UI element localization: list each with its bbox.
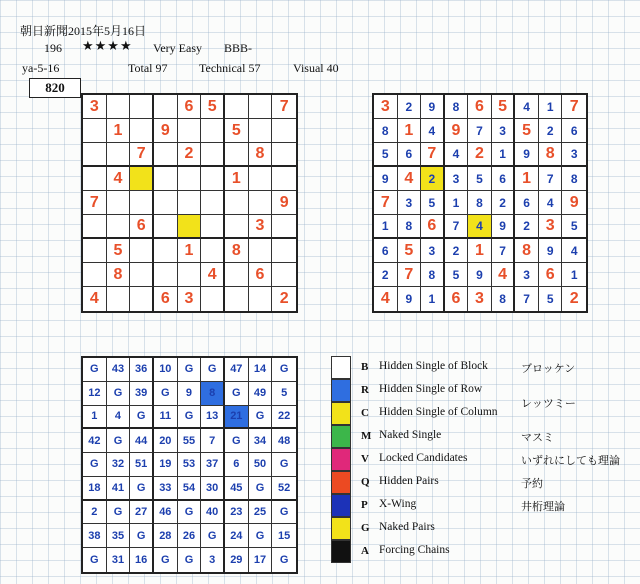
grid-cell: 2 [569,290,579,307]
legend-swatch [331,494,351,517]
legend-japanese-name: マスミ [521,431,554,444]
grid-cell: 49 [249,382,273,406]
grid-cell: 9 [272,191,296,215]
score-box: 820 [29,78,81,98]
grid-cell: G [178,501,202,525]
grid-cell: 6 [515,191,539,215]
grid-cell: 4 [374,287,398,311]
grid-cell: 1 [515,167,539,191]
legend-swatch [331,540,351,563]
grid-cell: 1 [421,287,445,311]
grid-cell: G [225,382,249,406]
grid-cell: 2 [445,239,469,263]
legend-code: G [361,522,370,534]
grid-cell: 7 [562,95,586,119]
grid-cell [201,119,225,143]
grid-cell [107,191,131,215]
legend-technique-name: Locked Candidates [379,452,468,464]
grid-cell: 1 [468,239,492,263]
grid-cell: 7 [421,143,445,167]
legend-code: V [361,453,369,465]
grid-cell: 5 [515,119,539,143]
grid-cell: 2 [421,167,445,191]
grid-cell [201,167,225,191]
grid-cell: 55 [178,429,202,453]
grid-cell: 1 [562,263,586,287]
grid-cell: 51 [130,453,154,477]
grid-cell: G [178,406,202,430]
grid-cell: G [130,524,154,548]
grid-cell: 30 [201,477,225,501]
grid-cell: 53 [178,453,202,477]
grid-cell: 4 [492,263,516,287]
grid-cell: 6 [374,239,398,263]
legend-row [331,471,636,494]
grid-cell: 17 [249,548,273,572]
grid-cell [272,167,296,191]
grid-cell [249,239,273,263]
grid-cell: 25 [249,501,273,525]
grid-cell: 6 [130,215,154,239]
grid-cell: 6 [562,119,586,143]
grid-cell: 5 [539,287,563,311]
grid-cell: 2 [398,95,422,119]
legend-technique-name: Hidden Single of Block [379,360,488,372]
grid-cell: 4 [468,215,492,239]
grid-cell: 31 [107,548,131,572]
grid-cell: 3 [539,215,563,239]
grid-cell: 12 [83,382,107,406]
grid-cell: 8 [225,239,249,263]
grid-cell [83,143,107,167]
grid-cell [272,239,296,263]
grid-cell: 32 [107,453,131,477]
grid-cell [154,143,178,167]
legend-swatch [331,379,351,402]
grid-cell: 9 [421,95,445,119]
grid-cell [225,287,249,311]
grid-cell: 1 [107,119,131,143]
grid-cell: 3 [178,287,202,311]
grid-cell: 8 [515,239,539,263]
grid-cell: G [83,453,107,477]
puzzle-id: ya-5-16 [22,61,60,75]
grid-cell: 2 [539,119,563,143]
grid-cell: G [201,358,225,382]
grid-cell: 4 [107,167,131,191]
grid-cell: G [178,548,202,572]
grid-cell: G [249,477,273,501]
grid-cell: 9 [398,287,422,311]
grid-cell: 4 [421,119,445,143]
grid-cell [83,215,107,239]
legend-japanese-name: 井桁理論 [521,500,565,513]
grid-cell: 9 [492,215,516,239]
grid-cell: G [249,406,273,430]
grid-cell: G [154,548,178,572]
grid-cell [130,191,154,215]
legend-technique-name: Hidden Single of Column [379,406,498,418]
grid-cell [272,119,296,143]
legend-code: C [361,407,369,419]
grid-cell: G [201,524,225,548]
grid-cell: 42 [83,429,107,453]
grid-cell: 8 [249,143,273,167]
grid-cell [107,95,131,119]
grid-cell: 8 [562,167,586,191]
grid-cell: 35 [107,524,131,548]
grid-cell [154,167,178,191]
legend-code: P [361,499,368,511]
grid-cell: 7 [515,287,539,311]
grid-cell [249,95,273,119]
grid-cell [130,167,154,191]
legend-row [331,356,636,379]
grid-cell [83,119,107,143]
grid-cell [178,167,202,191]
grid-cell: 2 [492,191,516,215]
grid-cell: 5 [445,263,469,287]
grid-cell [154,263,178,287]
grid-cell: G [107,429,131,453]
grid-cell: 16 [130,548,154,572]
legend-code: R [361,384,369,396]
grid-cell [272,263,296,287]
grid-cell [225,143,249,167]
grid-cell: 15 [272,524,296,548]
grid-cell [130,119,154,143]
grid-cell: 1 [445,191,469,215]
grid-cell: 9 [178,382,202,406]
grid-cell [130,239,154,263]
grid-cell: 39 [130,382,154,406]
grid-cell: 8 [201,382,225,406]
legend-technique-name: X-Wing [379,498,417,510]
grid-cell: 52 [272,477,296,501]
grid-cell: 3 [374,95,398,119]
grid-cell [201,287,225,311]
legend-row [331,425,636,448]
solving-order-grid [81,356,298,574]
grid-cell: 4 [562,239,586,263]
grid-cell [201,143,225,167]
grid-cell: 2 [515,215,539,239]
grid-cell: 6 [539,263,563,287]
grid-cell: 13 [201,406,225,430]
grid-cell: 6 [398,143,422,167]
grid-cell: 7 [492,239,516,263]
grid-cell: 6 [492,167,516,191]
grid-cell: 8 [445,95,469,119]
legend-code: Q [361,476,370,488]
legend-technique-name: Hidden Pairs [379,475,439,487]
legend-row [331,540,636,563]
grid-cell [272,215,296,239]
grid-cell: 1 [178,239,202,263]
grid-cell: G [272,358,296,382]
grid-cell: 4 [83,287,107,311]
grid-cell: 1 [539,95,563,119]
grid-cell: 48 [272,429,296,453]
legend-swatch [331,356,351,379]
grid-cell: G [272,453,296,477]
grid-cell: 5 [201,95,225,119]
grid-cell [154,95,178,119]
grid-cell: 7 [130,143,154,167]
grid-cell: 29 [225,548,249,572]
grid-cell: 6 [249,263,273,287]
grid-cell: G [130,406,154,430]
grid-cell: 18 [83,477,107,501]
grid-cell: 7 [201,429,225,453]
grid-cell: 8 [398,215,422,239]
grid-cell: 1 [374,215,398,239]
technical-score: Technical 57 [199,61,261,75]
grid-cell: 11 [154,406,178,430]
visual-score: Visual 40 [293,61,339,75]
grid-cell: G [107,501,131,525]
grid-cell [83,167,107,191]
grid-cell: 3 [83,95,107,119]
grid-cell [201,239,225,263]
grid-cell: 6 [468,95,492,119]
grid-cell: 38 [83,524,107,548]
grid-cell: 8 [468,191,492,215]
legend-technique-name: Naked Pairs [379,521,435,533]
legend-code: B [361,361,369,373]
grid-cell: 5 [468,167,492,191]
grid-cell: 4 [539,191,563,215]
legend-japanese-name: レッツミー [521,397,576,410]
grid-cell [154,239,178,263]
grid-cell: 1 [83,406,107,430]
grid-cell: 4 [515,95,539,119]
grid-cell [225,95,249,119]
grid-cell: 9 [539,239,563,263]
legend-japanese-name: ブロッケン [521,362,576,375]
grid-cell [130,95,154,119]
grid-cell [107,143,131,167]
grid-cell: G [279,554,289,567]
grid-cell: 54 [178,477,202,501]
difficulty-level: Very Easy [153,41,202,55]
grid-cell [201,215,225,239]
grid-cell: 27 [130,501,154,525]
grid-cell: 5 [492,95,516,119]
grade-label: BBB- [224,41,253,55]
grid-cell: 1 [398,119,422,143]
grid-cell [83,263,107,287]
grid-cell: 6 [445,287,469,311]
legend-technique-name: Naked Single [379,429,442,441]
grid-cell: 6 [178,95,202,119]
grid-cell [178,263,202,287]
grid-cell [107,287,131,311]
grid-cell: G [154,382,178,406]
grid-cell: 7 [374,191,398,215]
total-score: Total 97 [128,61,168,75]
grid-cell [130,263,154,287]
grid-cell [225,215,249,239]
grid-cell: 9 [154,119,178,143]
grid-cell: 2 [178,143,202,167]
grid-cell: 10 [154,358,178,382]
grid-cell [178,119,202,143]
legend-swatch [331,471,351,494]
grid-cell: 2 [83,501,107,525]
grid-cell: 14 [249,358,273,382]
grid-cell: 2 [374,263,398,287]
grid-cell: 41 [107,477,131,501]
page-title: 朝日新聞2015年5月16日 [20,24,147,38]
grid-cell: 22 [272,406,296,430]
grid-cell: 4 [107,406,131,430]
grid-cell: 3 [421,239,445,263]
puzzle-number: 196 [44,41,62,55]
solution-grid [372,93,588,313]
grid-cell [154,215,178,239]
grid-cell: 7 [83,191,107,215]
grid-cell [249,119,273,143]
grid-cell: 2 [279,290,289,307]
grid-cell: 5 [225,119,249,143]
grid-cell: 2 [468,143,492,167]
grid-cell: 7 [445,215,469,239]
legend-swatch [331,425,351,448]
grid-cell: 8 [539,143,563,167]
grid-cell: G [225,429,249,453]
grid-cell: 26 [178,524,202,548]
grid-cell [83,239,107,263]
grid-cell: 5 [398,239,422,263]
grid-cell: 3 [445,167,469,191]
legend-swatch [331,402,351,425]
grid-cell: 3 [249,215,273,239]
legend-swatch [331,517,351,540]
grid-cell: 20 [154,429,178,453]
grid-cell: 9 [468,263,492,287]
grid-cell [130,287,154,311]
grid-cell: 4 [398,167,422,191]
grid-cell: 37 [201,453,225,477]
grid-cell: 9 [445,119,469,143]
grid-cell: 9 [374,167,398,191]
grid-cell: 3 [515,263,539,287]
grid-cell: G [107,382,131,406]
grid-cell: 5 [562,215,586,239]
legend-row [331,494,636,517]
grid-cell: 4 [445,143,469,167]
grid-cell: 24 [225,524,249,548]
legend-row [331,517,636,540]
grid-cell [249,167,273,191]
grid-cell: 8 [492,287,516,311]
grid-cell: 5 [374,143,398,167]
grid-cell: 47 [225,358,249,382]
legend-row [331,402,636,425]
grid-cell: 6 [225,453,249,477]
grid-cell: G [83,548,107,572]
grid-cell: 3 [398,191,422,215]
grid-cell: 7 [398,263,422,287]
grid-cell: 3 [468,287,492,311]
grid-cell: 6 [421,215,445,239]
grid-cell: 9 [515,143,539,167]
legend-japanese-name: 予約 [521,477,543,490]
grid-cell: 8 [421,263,445,287]
legend-swatch [331,448,351,471]
puzzle-grid [81,93,298,313]
grid-cell: 6 [154,287,178,311]
grid-cell: 46 [154,501,178,525]
grid-cell: 1 [492,143,516,167]
grid-cell: 4 [201,263,225,287]
legend-code: A [361,545,369,557]
legend-technique-name: Hidden Single of Row [379,383,483,395]
grid-cell: 44 [130,429,154,453]
difficulty-stars: ★★★★ [82,38,133,53]
grid-cell: 3 [201,548,225,572]
grid-cell [107,215,131,239]
grid-cell: 36 [130,358,154,382]
grid-cell: 50 [249,453,273,477]
grid-cell: 7 [272,95,296,119]
grid-cell: 40 [201,501,225,525]
grid-cell: 1 [225,167,249,191]
grid-cell: 7 [539,167,563,191]
grid-cell: 7 [468,119,492,143]
grid-cell [225,263,249,287]
grid-cell: 33 [154,477,178,501]
grid-cell [201,191,225,215]
grid-cell: 23 [225,501,249,525]
grid-cell [178,215,202,239]
grid-cell: 5 [421,191,445,215]
grid-cell: 9 [562,191,586,215]
legend-technique-name: Forcing Chains [379,544,450,556]
grid-cell [272,143,296,167]
grid-cell [225,191,249,215]
grid-cell: 8 [374,119,398,143]
grid-cell: 5 [107,239,131,263]
grid-cell: 21 [225,406,249,430]
grid-cell: 19 [154,453,178,477]
grid-cell: 8 [107,263,131,287]
grid-cell: G [83,358,107,382]
legend-code: M [361,430,372,442]
grid-cell: G [249,524,273,548]
grid-cell [249,287,273,311]
grid-cell [178,191,202,215]
legend-japanese-name: いずれにしても理論 [521,454,620,467]
grid-cell: 28 [154,524,178,548]
legend-row [331,448,636,471]
grid-cell: 34 [249,429,273,453]
legend-row [331,379,636,410]
grid-cell: G [272,501,296,525]
grid-cell: 3 [492,119,516,143]
grid-cell: G [130,477,154,501]
grid-cell: 3 [562,143,586,167]
grid-cell [154,191,178,215]
grid-cell [249,191,273,215]
grid-cell: 5 [272,382,296,406]
grid-cell: 43 [107,358,131,382]
grid-cell: 45 [225,477,249,501]
grid-cell: G [178,358,202,382]
